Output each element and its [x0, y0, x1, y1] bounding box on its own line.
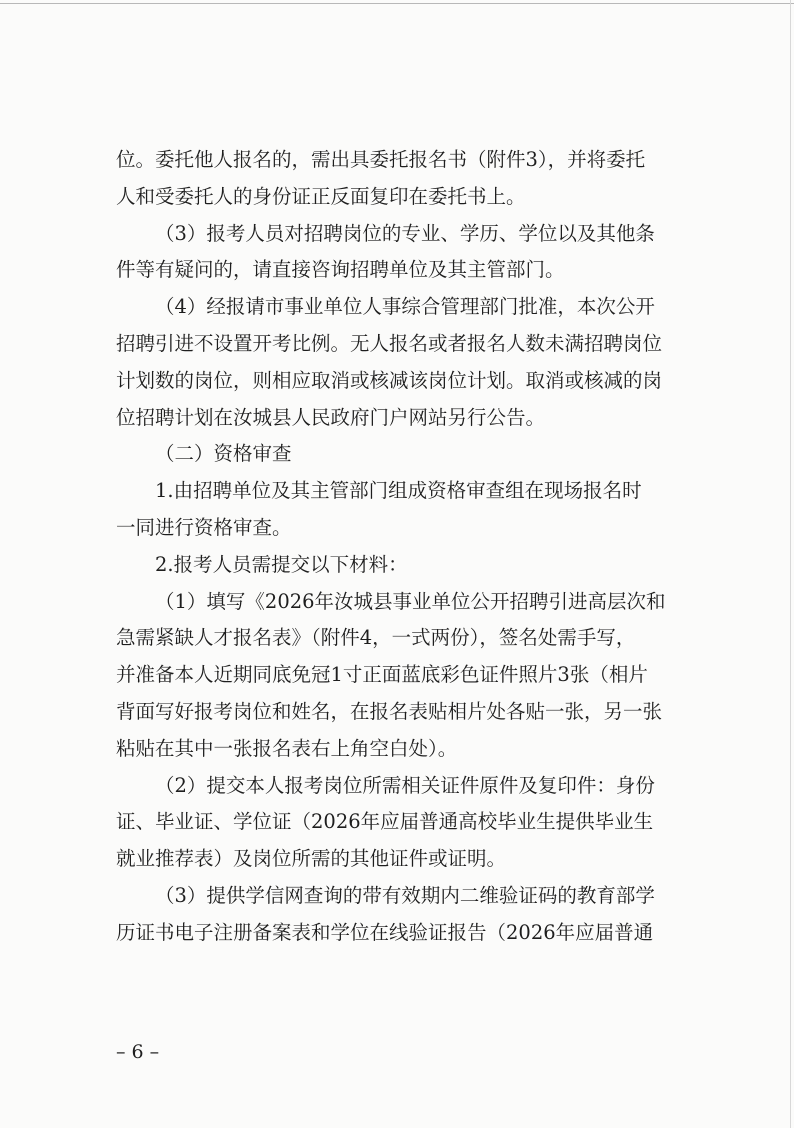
sub-item-2: （2）提交本人报考岗位所需相关证件原件及复印件：身份 [155, 773, 655, 797]
paragraph-item-1: 1.由招聘单位及其主管部门组成资格审查组在现场报名时 [155, 479, 642, 503]
text-line: 人和受委托人的身份证正反面复印在委托书上。 [116, 184, 526, 208]
body-text [116, 142, 702, 952]
page-edge-top [0, 3, 794, 4]
text-line: 位。委托他人报名的，需出具委托报名书（附件3），并将委托 [116, 148, 646, 171]
text-line: 位招聘计划在汝城县人民政府门户网站另行公告。 [116, 405, 546, 429]
text-line: 件等有疑问的，请直接咨询招聘单位及其主管部门。 [116, 258, 565, 282]
section-heading: （二）资格审查 [155, 442, 292, 466]
paragraph-item-3: （3）报考人员对招聘岗位的专业、学历、学位以及其他条 [155, 221, 655, 245]
sub-item-1: （1）填写《2026年汝城县事业单位公开招聘引进高层次和 [155, 589, 666, 613]
text-line: 历证书电子注册备案表和学位在线验证报告（2026年应届普通 [116, 920, 654, 944]
text-line: 背面写好报考岗位和姓名，在报名表贴相片处各贴一张，另一张 [116, 699, 663, 723]
sub-item-3: （3）提供学信网查询的带有效期内二维验证码的教育部学 [155, 883, 655, 907]
text-line: 计划数的岗位，则相应取消或核减该岗位计划。取消或核减的岗 [116, 368, 663, 392]
text-line: 招聘引进不设置开考比例。无人报名或者报名人数未满招聘岗位 [116, 331, 663, 355]
page-edge-right [790, 0, 791, 1128]
text-line: 一同进行资格审查。 [116, 515, 292, 539]
text-line: 粘贴在其中一张报名表右上角空白处）。 [116, 736, 458, 760]
text-line: 并准备本人近期同底免冠1寸正面蓝底彩色证件照片3张（相片 [116, 663, 648, 687]
paragraph-item-4: （4）经报请市事业单位人事综合管理部门批准，本次公开 [155, 295, 655, 319]
text-line: 急需紧缺人才报名表》（附件4，一式两份），签名处需手写， [116, 626, 636, 650]
paragraph-item-2: 2.报考人员需提交以下材料： [155, 552, 408, 576]
text-line: 证、毕业证、学位证（2026年应届普通高校毕业生提供毕业生 [116, 810, 654, 834]
text-line: 就业推荐表）及岗位所需的其他证件或证明。 [116, 847, 507, 871]
page-number: – 6 – [116, 1041, 160, 1063]
